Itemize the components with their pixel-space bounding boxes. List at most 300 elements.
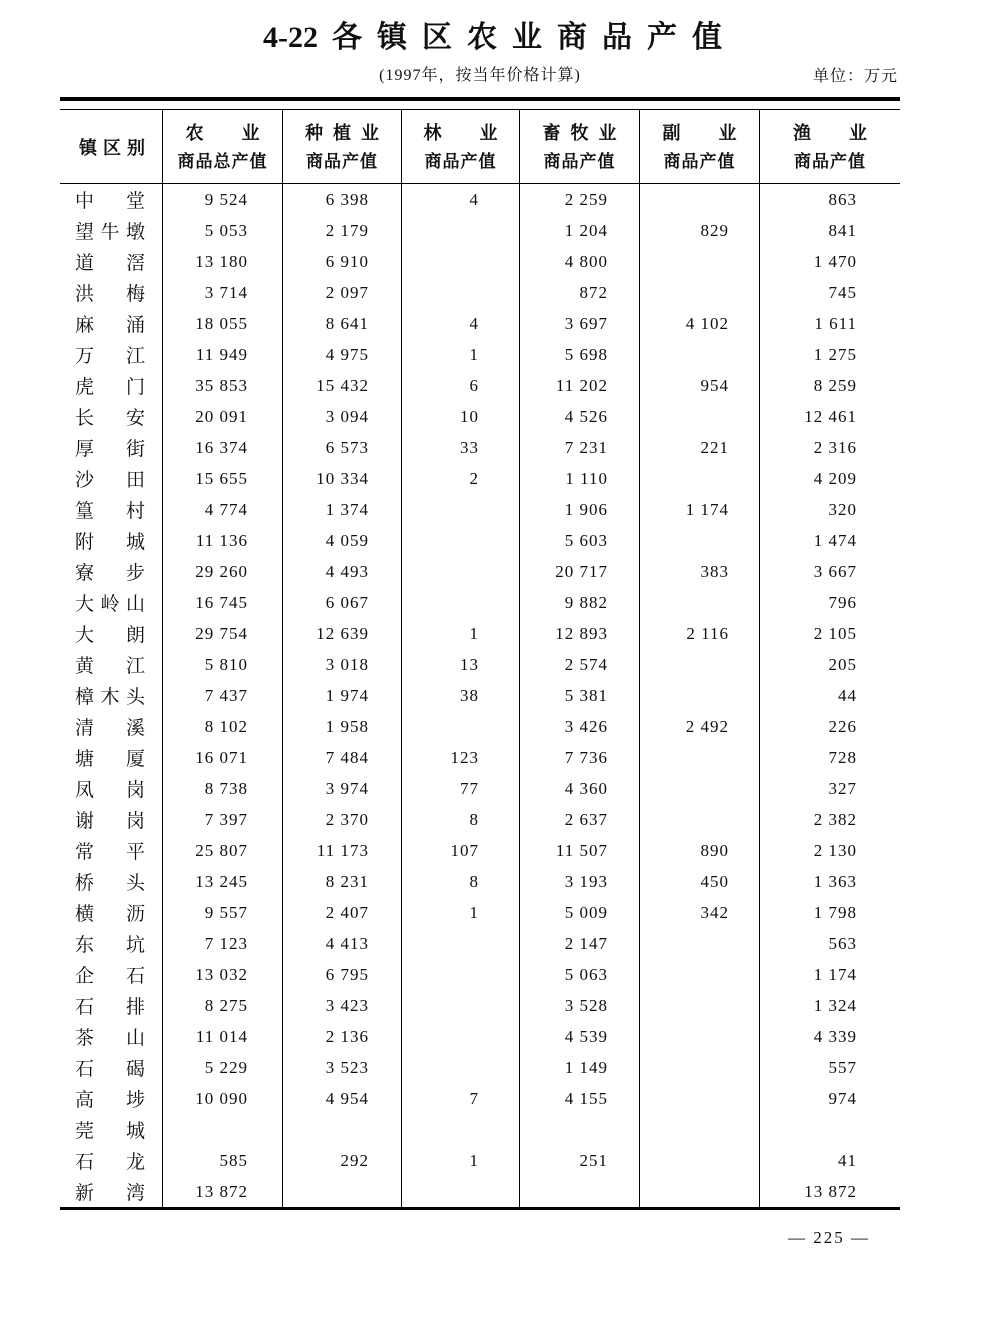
value-cell: 10 334: [283, 463, 402, 494]
header-cell-animal-husbandry: [520, 110, 640, 183]
town-name: 中 堂: [75, 191, 145, 212]
value-cell: 5 698: [520, 339, 640, 370]
town-name-cell: [60, 897, 163, 928]
value-cell: 3 426: [520, 711, 640, 742]
table-row: [60, 1052, 900, 1083]
table-row: [60, 680, 900, 711]
town-name-cell: [60, 1176, 163, 1207]
header-cell-town: [60, 110, 163, 183]
table-row: [60, 959, 900, 990]
value-cell: [640, 339, 760, 370]
town-name: 莞 城: [75, 1121, 145, 1142]
value-cell: 4 800: [520, 246, 640, 277]
town-name-cell: [60, 711, 163, 742]
value-cell: 7 123: [163, 928, 283, 959]
value-cell: 1 611: [814, 313, 857, 333]
value-cell: 3 018: [283, 649, 402, 680]
town-name: 洪 梅: [75, 284, 145, 305]
town-name: 石 龙: [75, 1152, 145, 1173]
table-row: [60, 339, 900, 370]
town-name-cell: [60, 308, 163, 339]
value-cell: 4 102: [640, 308, 760, 339]
town-name: 谢 岗: [75, 811, 145, 832]
value-cell: 3 423: [283, 990, 402, 1021]
value-cell: 226: [828, 716, 857, 736]
value-cell: [402, 525, 520, 556]
value-cell: 1: [402, 897, 520, 928]
value-cell: 16 071: [163, 742, 283, 773]
value-cell: 4 155: [520, 1083, 640, 1114]
value-cell: 11 202: [520, 370, 640, 401]
value-cell: 3 193: [520, 866, 640, 897]
town-name-cell: [60, 215, 163, 246]
value-cell: 15 655: [163, 463, 283, 494]
value-cell: 872: [520, 277, 640, 308]
table-row: [60, 990, 900, 1021]
value-cell: 2 492: [640, 711, 760, 742]
town-name: 清 溪: [75, 718, 145, 739]
col-title: 林 业: [423, 123, 498, 143]
value-cell: 1 363: [813, 871, 857, 891]
value-cell: 1: [402, 339, 520, 370]
value-cell: 2 574: [520, 649, 640, 680]
value-cell: 1: [402, 1145, 520, 1176]
value-cell: 11 014: [163, 1021, 283, 1052]
value-cell: [640, 773, 760, 804]
value-cell: 7: [402, 1083, 520, 1114]
table-row: [60, 184, 900, 215]
value-cell: 11 507: [520, 835, 640, 866]
value-cell: 18 055: [163, 308, 283, 339]
table-row: [60, 711, 900, 742]
table-row: [60, 494, 900, 525]
value-cell: 5 063: [520, 959, 640, 990]
town-name: 塘 厦: [75, 749, 145, 770]
table-row: [60, 1114, 900, 1145]
value-cell: 563: [828, 933, 857, 953]
value-cell: [402, 1176, 520, 1207]
col-subtitle: 商品产值: [306, 152, 378, 171]
value-cell: 11 949: [163, 339, 283, 370]
value-cell: 8 231: [283, 866, 402, 897]
value-cell: 3 523: [283, 1052, 402, 1083]
value-cell: [402, 277, 520, 308]
table-row: [60, 587, 900, 618]
value-cell: [640, 277, 760, 308]
value-cell: 77: [402, 773, 520, 804]
value-cell: [640, 184, 760, 215]
value-cell: 2 316: [813, 437, 857, 457]
town-name: 道 滘: [75, 253, 145, 274]
value-cell: 292: [283, 1145, 402, 1176]
value-cell: 954: [640, 370, 760, 401]
table-row: [60, 804, 900, 835]
table-body: [60, 184, 900, 1207]
table-row: [60, 1176, 900, 1207]
town-name: 大 岭 山: [75, 594, 145, 615]
stat-table: [60, 97, 900, 1210]
value-cell: [402, 711, 520, 742]
value-cell: [640, 587, 760, 618]
value-cell: [640, 1176, 760, 1207]
value-cell: 3 528: [520, 990, 640, 1021]
town-name-cell: [60, 184, 163, 215]
value-cell: 12 461: [804, 406, 857, 426]
value-cell: [640, 959, 760, 990]
value-cell: 4: [402, 308, 520, 339]
town-name-cell: [60, 277, 163, 308]
value-cell: [640, 742, 760, 773]
value-cell: 1: [402, 618, 520, 649]
value-cell: 745: [828, 282, 857, 302]
town-name: 茶 山: [75, 1028, 145, 1049]
col-title: 渔 业: [793, 123, 867, 143]
value-cell: 13 872: [804, 1181, 857, 1201]
town-name-cell: [60, 1021, 163, 1052]
value-cell: 8 738: [163, 773, 283, 804]
value-cell: 728: [828, 747, 857, 767]
value-cell: 44: [838, 685, 857, 705]
value-cell: 8: [402, 804, 520, 835]
town-name: 大 朗: [75, 625, 145, 646]
value-cell: 2 370: [283, 804, 402, 835]
value-cell: 4 059: [283, 525, 402, 556]
col-title: 种 植 业: [305, 123, 379, 143]
value-cell: 3 697: [520, 308, 640, 339]
town-name-cell: [60, 339, 163, 370]
value-cell: [640, 928, 760, 959]
value-cell: 7 231: [520, 432, 640, 463]
value-cell: 6 573: [283, 432, 402, 463]
town-name: 附 城: [75, 532, 145, 553]
town-name-cell: [60, 1114, 163, 1145]
value-cell: [640, 246, 760, 277]
value-cell: 13 245: [163, 866, 283, 897]
bottom-rule: [60, 1207, 900, 1210]
value-cell: 1 906: [520, 494, 640, 525]
table-row: [60, 1021, 900, 1052]
table-row: [60, 1145, 900, 1176]
value-cell: [640, 649, 760, 680]
value-cell: 383: [640, 556, 760, 587]
value-cell: 863: [828, 189, 857, 209]
value-cell: [402, 246, 520, 277]
value-cell: 1 974: [283, 680, 402, 711]
value-cell: 6: [402, 370, 520, 401]
value-cell: 5 381: [520, 680, 640, 711]
value-cell: [402, 556, 520, 587]
table-meta: [60, 62, 900, 88]
col-subtitle: 商品产值: [543, 152, 616, 171]
value-cell: 5 009: [520, 897, 640, 928]
value-cell: 20 717: [520, 556, 640, 587]
town-name: 常 平: [75, 842, 145, 863]
value-cell: 2 116: [640, 618, 760, 649]
value-cell: 11 136: [163, 525, 283, 556]
town-name: 厚 街: [75, 439, 145, 460]
town-name: 长 安: [75, 408, 145, 429]
value-cell: [640, 804, 760, 835]
value-cell: 7 437: [163, 680, 283, 711]
table-row: [60, 618, 900, 649]
value-cell: 4 360: [520, 773, 640, 804]
value-cell: 2 136: [283, 1021, 402, 1052]
table-row: [60, 370, 900, 401]
value-cell: 13: [402, 649, 520, 680]
town-name: 篁 村: [75, 501, 145, 522]
table-header: [60, 110, 900, 184]
value-cell: 4 774: [163, 494, 283, 525]
value-cell: 4 539: [520, 1021, 640, 1052]
page-number: — 225 —: [788, 1228, 870, 1247]
value-cell: [640, 1021, 760, 1052]
value-cell: 3 094: [283, 401, 402, 432]
town-name-cell: [60, 432, 163, 463]
town-name-cell: [60, 618, 163, 649]
table-row: [60, 308, 900, 339]
title-number: 4-22: [263, 21, 318, 54]
value-cell: 8 102: [163, 711, 283, 742]
town-name-cell: [60, 463, 163, 494]
table-row: [60, 432, 900, 463]
header-cell-sideline: [640, 110, 760, 183]
value-cell: 7 397: [163, 804, 283, 835]
value-cell: [640, 1145, 760, 1176]
town-name-cell: [60, 494, 163, 525]
value-cell: [640, 680, 760, 711]
town-name: 东 坑: [75, 935, 145, 956]
value-cell: [402, 1021, 520, 1052]
town-name-cell: [60, 370, 163, 401]
value-cell: 13 180: [163, 246, 283, 277]
value-cell: 10 090: [163, 1083, 283, 1114]
value-cell: [283, 1114, 402, 1145]
table-row: [60, 866, 900, 897]
value-cell: 2 105: [813, 623, 857, 643]
value-cell: [402, 928, 520, 959]
value-cell: 35 853: [163, 370, 283, 401]
value-cell: 6 795: [283, 959, 402, 990]
value-cell: [402, 1052, 520, 1083]
value-cell: 11 173: [283, 835, 402, 866]
table-row: [60, 897, 900, 928]
town-name: 企 石: [75, 966, 145, 987]
unit-label: 单位：万元: [812, 68, 898, 85]
col-subtitle: 商品产值: [424, 152, 497, 171]
value-cell: 5 603: [520, 525, 640, 556]
value-cell: 4 954: [283, 1083, 402, 1114]
value-cell: 8 275: [163, 990, 283, 1021]
town-name-cell: [60, 959, 163, 990]
value-cell: 7 484: [283, 742, 402, 773]
value-cell: 1 958: [283, 711, 402, 742]
value-cell: 33: [402, 432, 520, 463]
value-cell: 9 882: [520, 587, 640, 618]
header-cell-fishery: [760, 110, 900, 183]
top-rule-gap: [60, 101, 900, 109]
table-row: [60, 525, 900, 556]
value-cell: 2 097: [283, 277, 402, 308]
value-cell: 9 524: [163, 184, 283, 215]
value-cell: 3 974: [283, 773, 402, 804]
value-cell: 450: [640, 866, 760, 897]
value-cell: [283, 1176, 402, 1207]
value-cell: 2 130: [813, 840, 857, 860]
town-name-cell: [60, 556, 163, 587]
value-cell: 6 910: [283, 246, 402, 277]
header-cell-agriculture-total: [163, 110, 283, 183]
value-cell: 6 067: [283, 587, 402, 618]
table-subtitle: (1997年，按当年价格计算): [379, 67, 581, 84]
town-name: 望 牛 墩: [75, 222, 145, 243]
value-cell: 38: [402, 680, 520, 711]
col-title: 副 业: [662, 123, 737, 143]
town-name-cell: [60, 587, 163, 618]
town-name-cell: [60, 835, 163, 866]
value-cell: 327: [828, 778, 857, 798]
value-cell: 4 209: [813, 468, 857, 488]
value-cell: [640, 1052, 760, 1083]
value-cell: [640, 401, 760, 432]
value-cell: 1 110: [520, 463, 640, 494]
table-row: [60, 742, 900, 773]
value-cell: 1 149: [520, 1052, 640, 1083]
value-cell: 5 810: [163, 649, 283, 680]
value-cell: 10: [402, 401, 520, 432]
value-cell: 41: [838, 1150, 857, 1170]
value-cell: 13 872: [163, 1176, 283, 1207]
value-cell: 6 398: [283, 184, 402, 215]
town-name-cell: [60, 401, 163, 432]
value-cell: 12 639: [283, 618, 402, 649]
town-name-cell: [60, 742, 163, 773]
town-name: 沙 田: [75, 470, 145, 491]
value-cell: 3 667: [813, 561, 857, 581]
value-cell: 1 324: [813, 995, 857, 1015]
town-name-cell: [60, 525, 163, 556]
value-cell: 12 893: [520, 618, 640, 649]
value-cell: 1 374: [283, 494, 402, 525]
header-cell-planting: [283, 110, 402, 183]
value-cell: [640, 990, 760, 1021]
table-row: [60, 556, 900, 587]
value-cell: 25 807: [163, 835, 283, 866]
value-cell: 1 275: [813, 344, 857, 364]
value-cell: 251: [520, 1145, 640, 1176]
title-text: 各镇区农业商品产值: [332, 21, 737, 54]
value-cell: [520, 1114, 640, 1145]
table-row: [60, 401, 900, 432]
town-name-cell: [60, 928, 163, 959]
value-cell: [402, 494, 520, 525]
value-cell: 2: [402, 463, 520, 494]
value-cell: 107: [402, 835, 520, 866]
table-row: [60, 835, 900, 866]
header-cell-forestry: [402, 110, 520, 183]
value-cell: 2 382: [813, 809, 857, 829]
town-name-cell: [60, 1052, 163, 1083]
value-cell: 20 091: [163, 401, 283, 432]
value-cell: [402, 1114, 520, 1145]
value-cell: 320: [828, 499, 857, 519]
table-row: [60, 277, 900, 308]
value-cell: 2 259: [520, 184, 640, 215]
col-title: 畜 牧 业: [542, 123, 617, 143]
town-name: 横 沥: [75, 904, 145, 925]
value-cell: 2 179: [283, 215, 402, 246]
town-name-cell: [60, 1145, 163, 1176]
value-cell: 1 174: [640, 494, 760, 525]
value-cell: 796: [828, 592, 857, 612]
value-cell: 29 260: [163, 556, 283, 587]
town-name: 麻 涌: [75, 315, 145, 336]
town-name: 凤 岗: [75, 780, 145, 801]
col-title: 农 业: [185, 123, 260, 143]
value-cell: 5 229: [163, 1052, 283, 1083]
value-cell: [402, 959, 520, 990]
table-row: [60, 246, 900, 277]
town-name: 樟 木 头: [75, 687, 145, 708]
town-name: 寮 步: [75, 563, 145, 584]
value-cell: 8: [402, 866, 520, 897]
value-cell: 1 470: [813, 251, 857, 271]
value-cell: 585: [163, 1145, 283, 1176]
value-cell: [402, 587, 520, 618]
value-cell: 1 798: [813, 902, 857, 922]
value-cell: 7 736: [520, 742, 640, 773]
value-cell: 1 474: [813, 530, 857, 550]
value-cell: 29 754: [163, 618, 283, 649]
value-cell: 1 204: [520, 215, 640, 246]
value-cell: 841: [828, 220, 857, 240]
town-name-cell: [60, 990, 163, 1021]
col-subtitle: 商品产值: [794, 152, 866, 171]
value-cell: [640, 1083, 760, 1114]
town-name-cell: [60, 246, 163, 277]
value-cell: [640, 463, 760, 494]
value-cell: 16 745: [163, 587, 283, 618]
col-subtitle: 商品产值: [663, 152, 736, 171]
town-name-cell: [60, 866, 163, 897]
value-cell: 16 374: [163, 432, 283, 463]
value-cell: [402, 990, 520, 1021]
value-cell: 1 174: [813, 964, 857, 984]
value-cell: 4 975: [283, 339, 402, 370]
town-name-cell: [60, 1083, 163, 1114]
value-cell: 9 557: [163, 897, 283, 928]
town-name: 石 碣: [75, 1059, 145, 1080]
value-cell: 557: [828, 1057, 857, 1077]
value-cell: [402, 215, 520, 246]
table-row: [60, 463, 900, 494]
town-name: 黄 江: [75, 656, 145, 677]
value-cell: 123: [402, 742, 520, 773]
town-name-cell: [60, 804, 163, 835]
table-row: [60, 928, 900, 959]
value-cell: 8 259: [813, 375, 857, 395]
value-cell: 4: [402, 184, 520, 215]
value-cell: 2 147: [520, 928, 640, 959]
value-cell: 2 407: [283, 897, 402, 928]
value-cell: 829: [640, 215, 760, 246]
value-cell: 890: [640, 835, 760, 866]
value-cell: [640, 1114, 760, 1145]
value-cell: [760, 1114, 900, 1145]
value-cell: [520, 1176, 640, 1207]
value-cell: 4 339: [813, 1026, 857, 1046]
page-title: [0, 12, 1000, 56]
value-cell: 13 032: [163, 959, 283, 990]
